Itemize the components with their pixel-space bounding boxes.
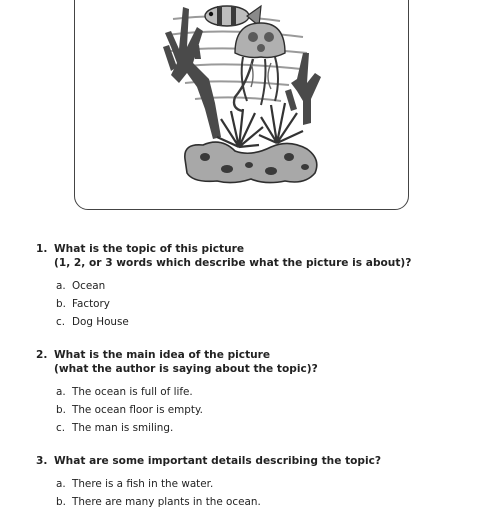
answer-option[interactable] xyxy=(56,493,466,511)
question-number: 2. xyxy=(36,349,48,361)
question-text: What is the topic of this picture (1, 2, or 3 words which describe what the picture is about)? xyxy=(54,243,412,269)
option-letter: b. xyxy=(56,404,66,416)
clownfish-icon xyxy=(205,6,261,26)
option-text: The ocean floor is empty. xyxy=(72,404,203,416)
coral-icon xyxy=(163,7,221,139)
question-1 xyxy=(36,242,466,331)
question-number: 3. xyxy=(36,455,48,467)
question-number: 1. xyxy=(36,243,48,255)
question-heading xyxy=(36,242,466,270)
option-text: The ocean is full of life. xyxy=(72,386,193,398)
answer-option[interactable] xyxy=(56,383,466,401)
option-letter: c. xyxy=(56,316,66,328)
option-text: Ocean xyxy=(72,280,106,292)
coral-icon xyxy=(285,53,321,125)
option-letter: b. xyxy=(56,496,66,508)
answer-option[interactable] xyxy=(56,277,466,295)
question-2 xyxy=(36,348,466,437)
question-3 xyxy=(36,454,466,511)
option-letter: a. xyxy=(56,280,66,292)
answer-option[interactable] xyxy=(56,313,466,331)
option-letter: c. xyxy=(56,422,66,434)
option-letter: a. xyxy=(56,386,66,398)
question-heading xyxy=(36,454,466,468)
answer-option[interactable] xyxy=(56,475,466,493)
answer-option[interactable] xyxy=(56,401,466,419)
answer-option[interactable] xyxy=(56,295,466,313)
sea-plant-icon xyxy=(217,109,263,147)
option-text: There are many plants in the ocean. xyxy=(72,496,261,508)
option-letter: b. xyxy=(56,298,66,310)
answer-options xyxy=(56,383,466,437)
option-text: There is a fish in the water. xyxy=(72,478,214,490)
question-list xyxy=(36,242,466,528)
answer-options xyxy=(56,475,466,511)
ocean-picture-frame xyxy=(74,0,409,210)
question-text: What is the main idea of the picture (what the author is saying about the topic)? xyxy=(54,349,318,375)
option-text: Dog House xyxy=(72,316,129,328)
option-letter: a. xyxy=(56,478,66,490)
ocean-illustration xyxy=(75,0,409,210)
answer-options xyxy=(56,277,466,331)
rock-icon xyxy=(185,142,317,183)
option-text: The man is smiling. xyxy=(72,422,174,434)
option-text: Factory xyxy=(72,298,110,310)
question-text: What are some important details describing the topic? xyxy=(54,455,382,467)
question-heading xyxy=(36,348,466,376)
answer-option[interactable] xyxy=(56,419,466,437)
